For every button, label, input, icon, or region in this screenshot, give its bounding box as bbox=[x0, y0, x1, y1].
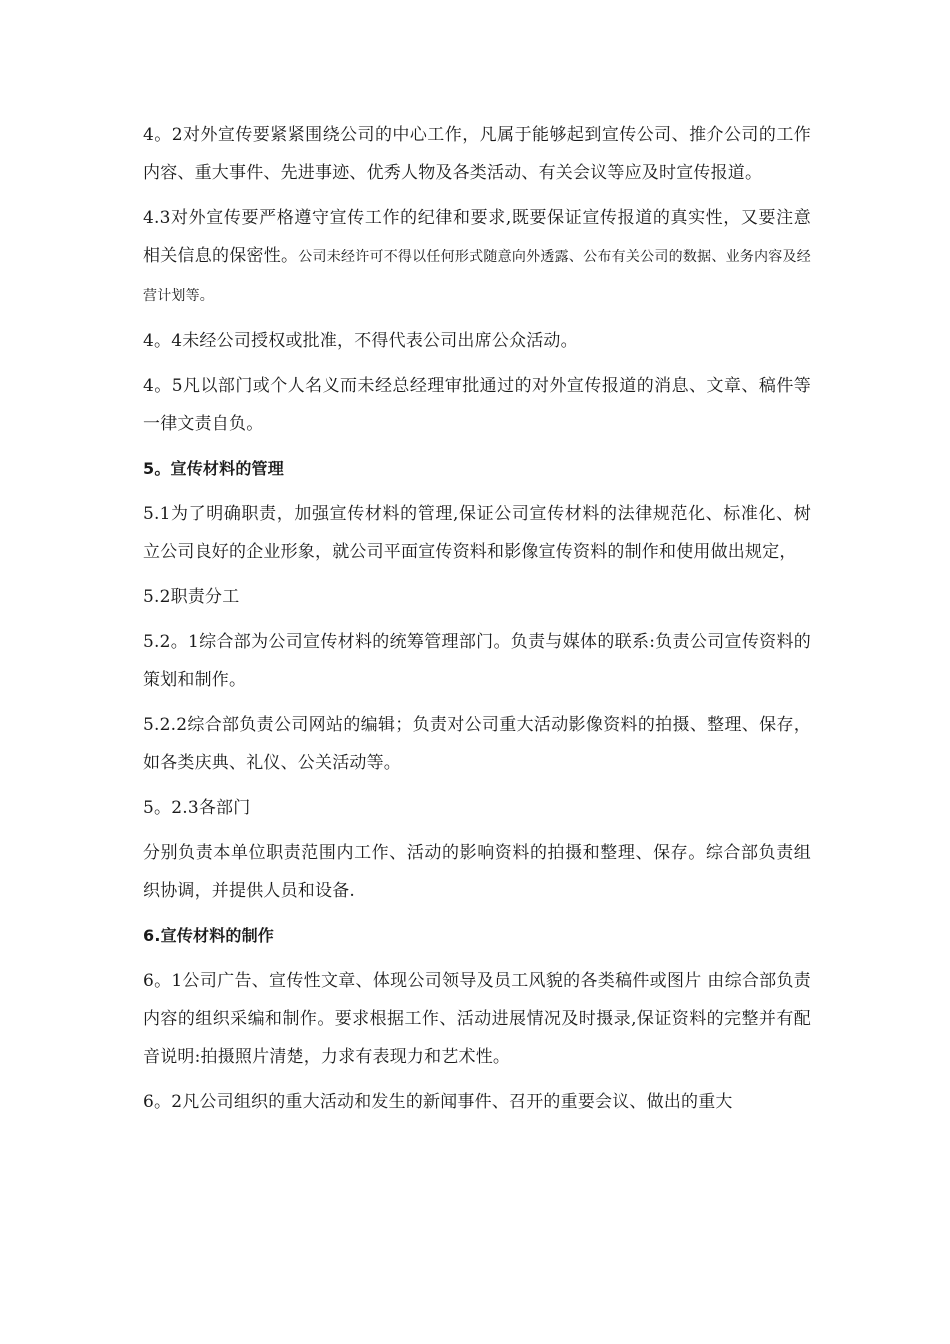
section-5-heading: 5。宣传材料的管理 bbox=[143, 459, 284, 478]
paragraph-4-5: 4。5凡以部门或个人名义而未经总经理审批通过的对外宣传报道的消息、文章、稿件等一律文责自负。 bbox=[143, 376, 811, 434]
paragraph-4-3-main: 4.3对外宣传要严格遵守宣传工作的纪律和要求,既要保证宣传报道的真实性，又要注意相关信息的保密性。 bbox=[143, 208, 811, 266]
section-6-heading: 6.宣传材料的制作 bbox=[143, 926, 275, 945]
paragraph-4-3 bbox=[143, 199, 811, 315]
paragraph-4-3-small: 公司未经许可不得以任何形式随意向外透露、公布有关公司的数据、业务内容及经营计划等。 bbox=[143, 249, 811, 304]
paragraph-6-2: 6。2凡公司组织的重大活动和发生的新闻事件、召开的重要会议、做出的重大 bbox=[143, 1092, 733, 1112]
paragraph-6-1: 6。1公司广告、宣传性文章、体现公司领导及员工风貌的各类稿件或图片 由综合部负责内容的组织采编和制作。要求根据工作、活动进展情况及时摄录,保证资料的完整并有配音说明:拍摄照片清楚，力求有表现力和艺术性。 bbox=[143, 971, 811, 1067]
paragraph-5-2-3-body: 分别负责本单位职责范围内工作、活动的影响资料的拍摄和整理、保存。综合部负责组织协调，并提供人员和设备. bbox=[143, 843, 811, 901]
paragraph-4-4: 4。4未经公司授权或批准，不得代表公司出席公众活动。 bbox=[143, 331, 578, 351]
paragraph-5-2: 5.2职责分工 bbox=[143, 587, 240, 607]
paragraph-4-2: 4。2对外宣传要紧紧围绕公司的中心工作，凡属于能够起到宣传公司、推介公司的工作内容、重大事件、先进事迹、优秀人物及各类活动、有关会议等应及时宣传报道。 bbox=[143, 125, 811, 183]
document-body bbox=[143, 116, 811, 1128]
paragraph-5-2-3: 5。2.3各部门 bbox=[143, 798, 251, 818]
paragraph-5-2-2: 5.2.2综合部负责公司网站的编辑；负责对公司重大活动影像资料的拍摄、整理、保存，如各类庆典、礼仪、公关活动等。 bbox=[143, 715, 811, 773]
paragraph-5-1: 5.1为了明确职责，加强宣传材料的管理,保证公司宣传材料的法律规范化、标准化、树立公司良好的企业形象，就公司平面宣传资料和影像宣传资料的制作和使用做出规定， bbox=[143, 504, 811, 562]
paragraph-5-2-1: 5.2。1综合部为公司宣传材料的统筹管理部门。负责与媒体的联系:负责公司宣传资料的策划和制作。 bbox=[143, 632, 811, 690]
